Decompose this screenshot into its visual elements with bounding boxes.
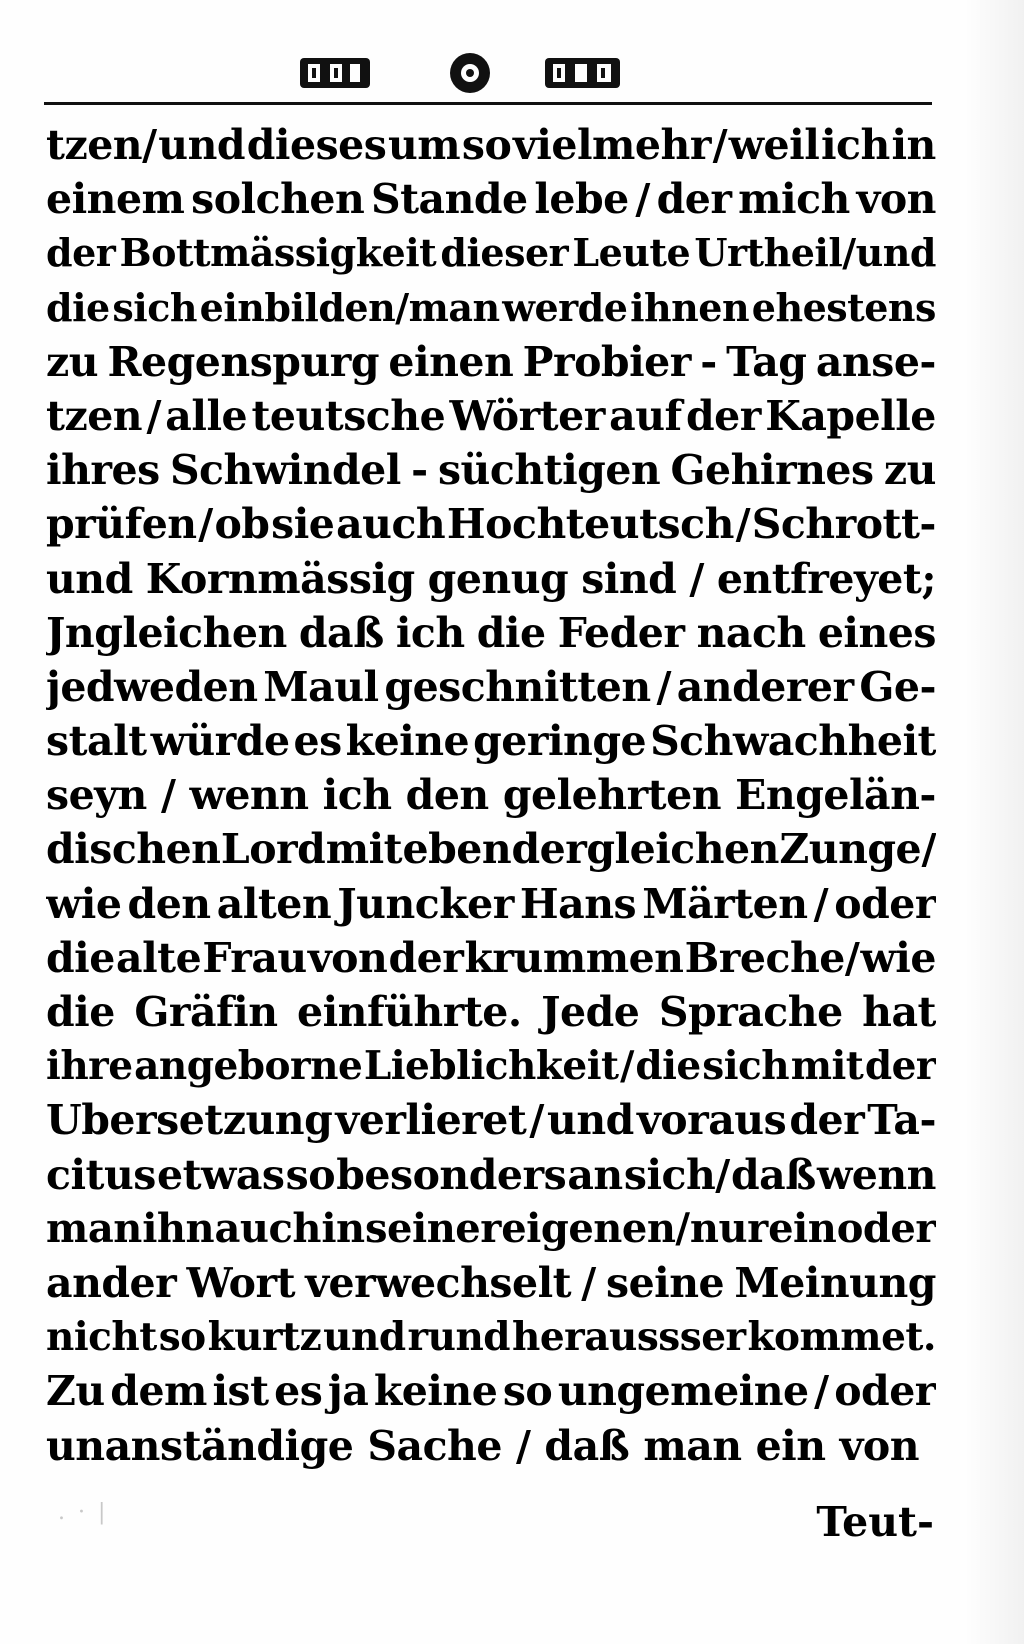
text-line: ihres Schwindel - süchtigen Gehirnes zu (46, 446, 936, 495)
text-line: tzen / alle teutsche Wörter auf der Kapelle (46, 391, 936, 440)
text-line: und Kornmässig genug sind / entfreyet; (46, 554, 936, 603)
text-line: Jngleichen daß ich die Feder nach eines (46, 608, 936, 657)
body-text (46, 118, 936, 1473)
catchword: Teut- (816, 1498, 934, 1546)
text-line: ander Wort verwechselt / seine Meinung (46, 1258, 936, 1307)
ornament-right-icon (545, 58, 620, 88)
text-line: die sich einbilden/man werde ihnen ehestens (46, 284, 936, 330)
ornament-left-icon (300, 58, 370, 88)
text-line: die alte Frau von der krummen Breche/ wie (46, 933, 936, 982)
bleed-through-text: . · | (58, 1500, 109, 1525)
text-line: stalt würde es keine geringe Schwachheit (46, 717, 936, 766)
text-line: jedweden Maul geschnitten / anderer Ge- (46, 662, 936, 711)
text-line: seyn / wenn ich den gelehrten Engelän- (46, 771, 936, 820)
page-edge-shadow (964, 0, 1024, 1644)
header-rule (44, 102, 932, 105)
text-line: einem solchen Stande lebe / der mich von (46, 175, 936, 224)
text-line: ihre angeborne Lieblichkeit / die sich mit der (46, 1043, 936, 1090)
text-line: man ihn auch in seiner eigenen/ nur ein oder (46, 1204, 936, 1252)
text-line: nicht so kurtz und rund heraussser kommet. (46, 1314, 936, 1361)
text-line: Ubersetzung verlieret / und voraus der Ta- (46, 1096, 936, 1145)
text-line: tzen/ und dieses um so vielmehr / weil ich in (46, 121, 936, 169)
text-line: der Bottmässigkeit dieser Leute Urtheil/und (46, 230, 936, 276)
text-line: citus etwas so besonders an sich/ daß wenn (46, 1150, 936, 1199)
text-line: zu Regenspurg einen Probier - Tag anse- (46, 337, 936, 386)
text-line: unanständige Sache / daß man ein von (46, 1421, 920, 1470)
header-ornament (290, 48, 650, 98)
text-line: die Gräfin einführte. Jede Sprache hat (46, 988, 936, 1036)
text-line: prüfen / ob sie auch Hochteutsch / Schrott- (46, 500, 936, 549)
ornament-center-icon (450, 53, 490, 93)
text-line: wie den alten Juncker Hans Märten / oder (46, 879, 936, 928)
text-line: dischen Lord mit eben dergleichen Zunge / (46, 825, 936, 874)
text-line: Zu dem ist es ja keine so ungemeine / oder (46, 1367, 936, 1416)
